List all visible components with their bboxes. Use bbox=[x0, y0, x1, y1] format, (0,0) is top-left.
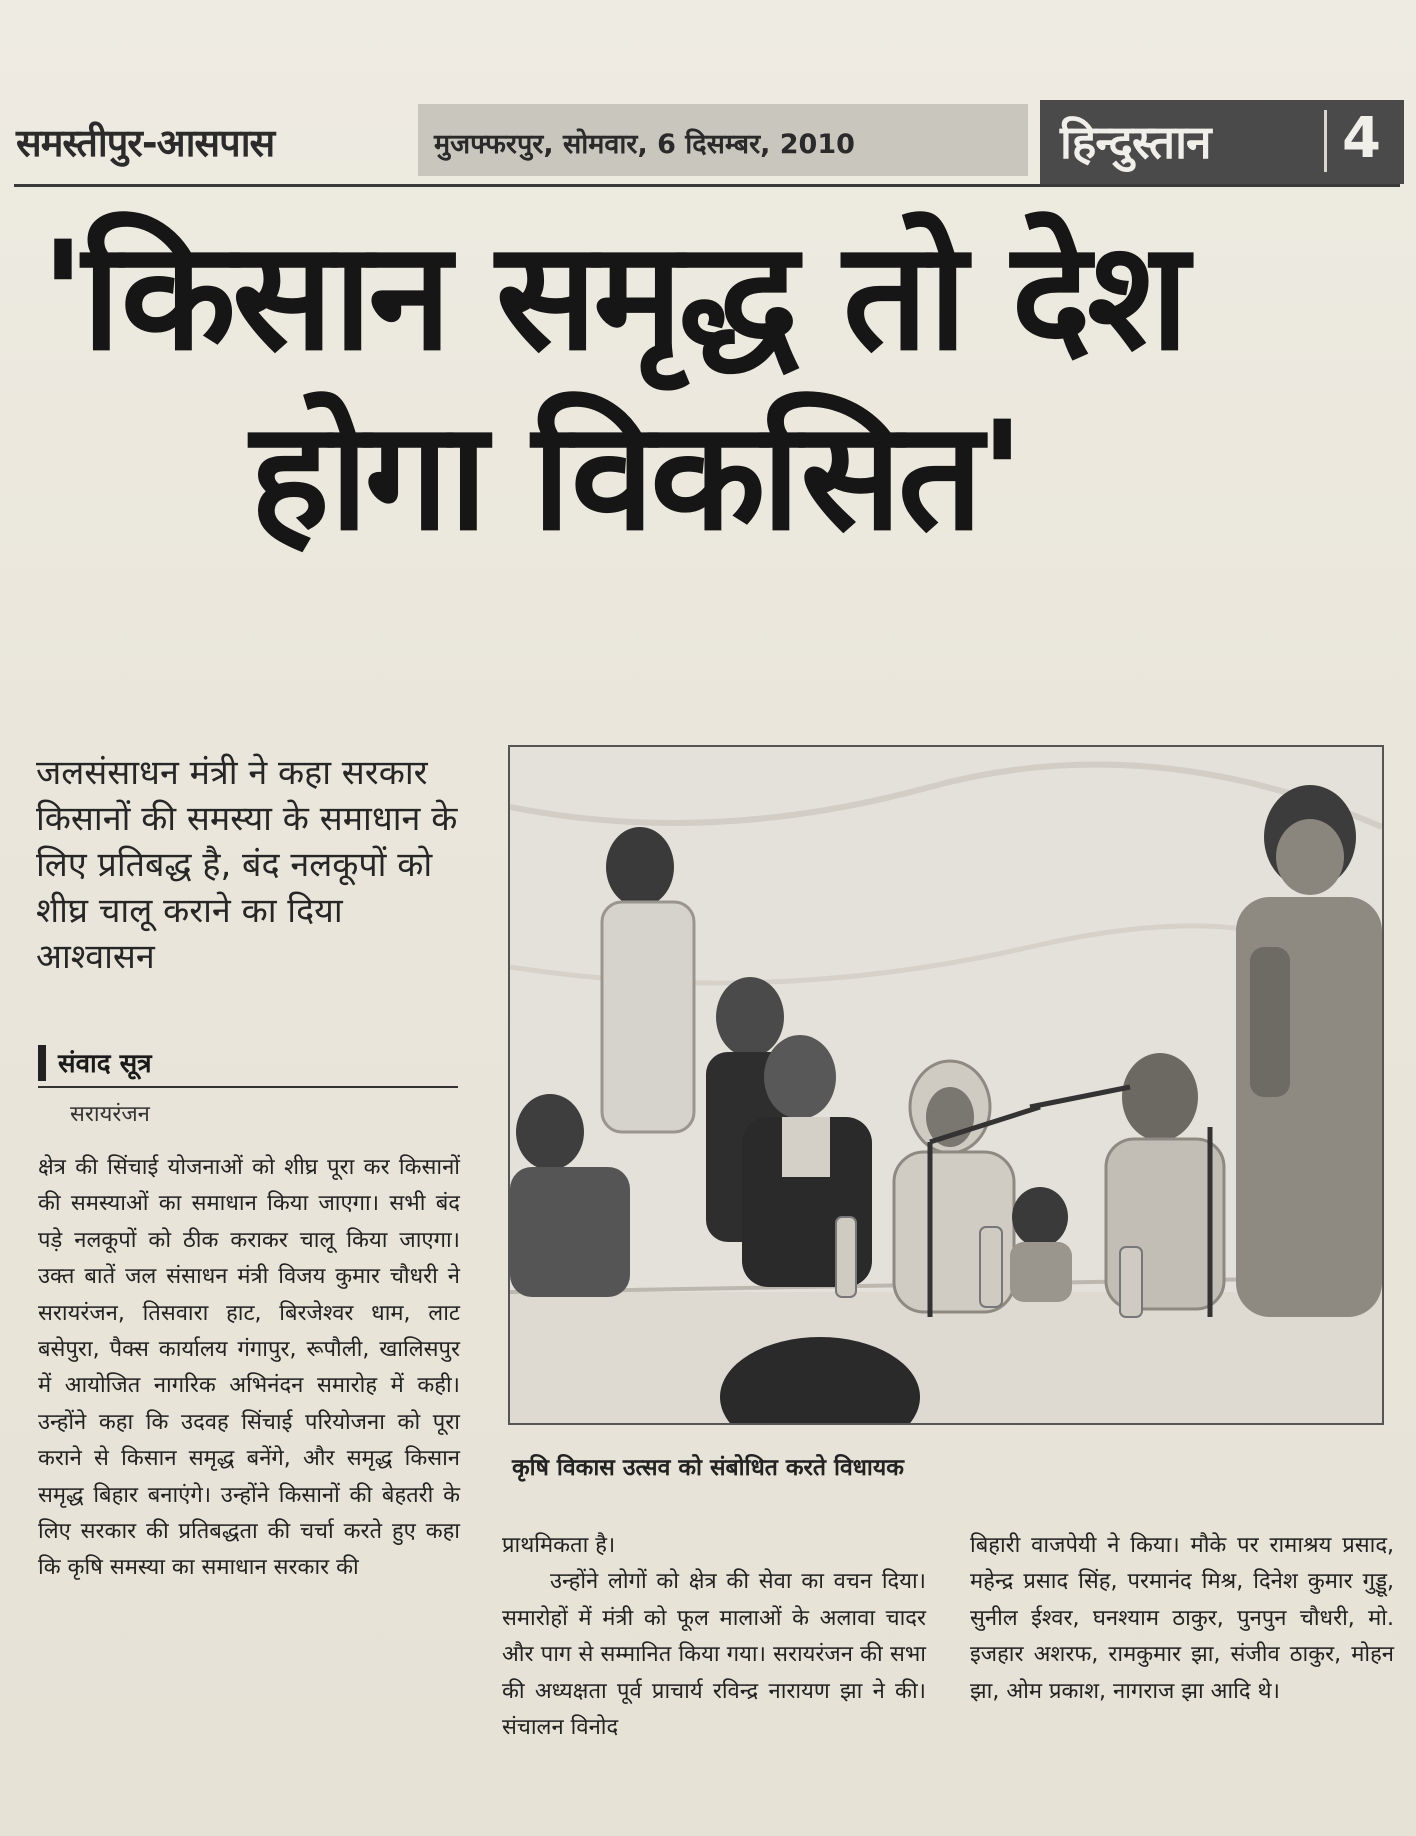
dateline-box bbox=[418, 104, 1028, 176]
byline-marker bbox=[38, 1045, 46, 1081]
headline-line-1: 'किसान समृद्ध तो देश bbox=[40, 210, 1186, 384]
headline bbox=[40, 210, 1400, 564]
brand-divider bbox=[1324, 110, 1327, 172]
placeline: सरायरंजन bbox=[70, 1102, 150, 1127]
deck: जलसंसाधन मंत्री ने कहा सरकार किसानों की समस्या के समाधान के लिए प्रतिबद्ध है, बंद नलकूपों को शीघ्र चालू कराने का दिया आश्वासन bbox=[36, 753, 458, 977]
page-number: 4 bbox=[1342, 106, 1381, 171]
column-2-paragraph: उन्होंने लोगों को क्षेत्र की सेवा का वचन दिया। समारोहों में मंत्री को फूल मालाओं के अलावा चादर और पाग से सम्मानित किया गया। सरायरंजन की सभा की अध्यक्षता पूर्व प्राचार्य रविन्द्र नारायण झा ने की। संचालन विनोद bbox=[502, 1569, 926, 1741]
masthead bbox=[14, 100, 1400, 187]
article-column-1: क्षेत्र की सिंचाई योजनाओं को शीघ्र पूरा कर किसानों की समस्याओं का समाधान किया जाएगा। सभी बंद पड़े नलकूपों को ठीक कराकर चालू किया जाएगा। उक्त बातें जल संसाधन मंत्री विजय कुमार चौधरी ने सरायरंजन, तिसवारा हाट, बिरजेश्वर धाम, लाट बसेपुरा, पैक्स कार्यालय गंगापुर, रूपौली, खालिसपुर में आयोजित नागरिक अभिनंदन समारोह में कही। उन्होंने कहा कि उदवह सिंचाई परियोजना को पूरा कराने से किसान समृद्ध बनेंगे, और समृद्ध किसान समृद्ध बिहार बनाएंगे। उन्होंने किसानों की बेहतरी के लिए सरकार की प्रतिबद्धता की चर्चा करते हुए कहा कि कृषि समस्या का समाधान सरकार की bbox=[38, 1155, 460, 1581]
photo-caption: कृषि विकास उत्सव को संबोधित करते विधायक bbox=[512, 1455, 904, 1481]
column-2-opening: प्राथमिकता है। bbox=[502, 1533, 616, 1558]
article-column-3: बिहारी वाजपेयी ने किया। मौके पर रामाश्रय प्रसाद, महेन्द्र प्रसाद सिंह, परमानंद मिश्र, दिनेश कुमार गुड्डू, सुनील ईश्वर, घनश्याम ठाकुर, पुनपुन चौधरी, मो. इजहार अशरफ, रामकुमार झा, संजीव ठाकुर, मोहन झा, ओम प्रकाश, नागराज झा आदि थे। bbox=[970, 1533, 1394, 1704]
byline-rule bbox=[38, 1086, 458, 1088]
section-name: समस्तीपुर-आसपास bbox=[16, 121, 275, 165]
article-photo bbox=[508, 745, 1384, 1425]
article-column-2 bbox=[502, 1528, 926, 1746]
photo-illustration bbox=[510, 747, 1382, 1423]
byline: संवाद सूत्र bbox=[58, 1049, 152, 1079]
dateline: मुजफ्फरपुर, सोमवार, 6 दिसम्बर, 2010 bbox=[434, 129, 855, 160]
brand-box bbox=[1040, 100, 1404, 184]
newspaper-brand: हिन्दुस्तान bbox=[1060, 115, 1211, 169]
headline-line-2: होगा विकसित' bbox=[250, 390, 1022, 564]
